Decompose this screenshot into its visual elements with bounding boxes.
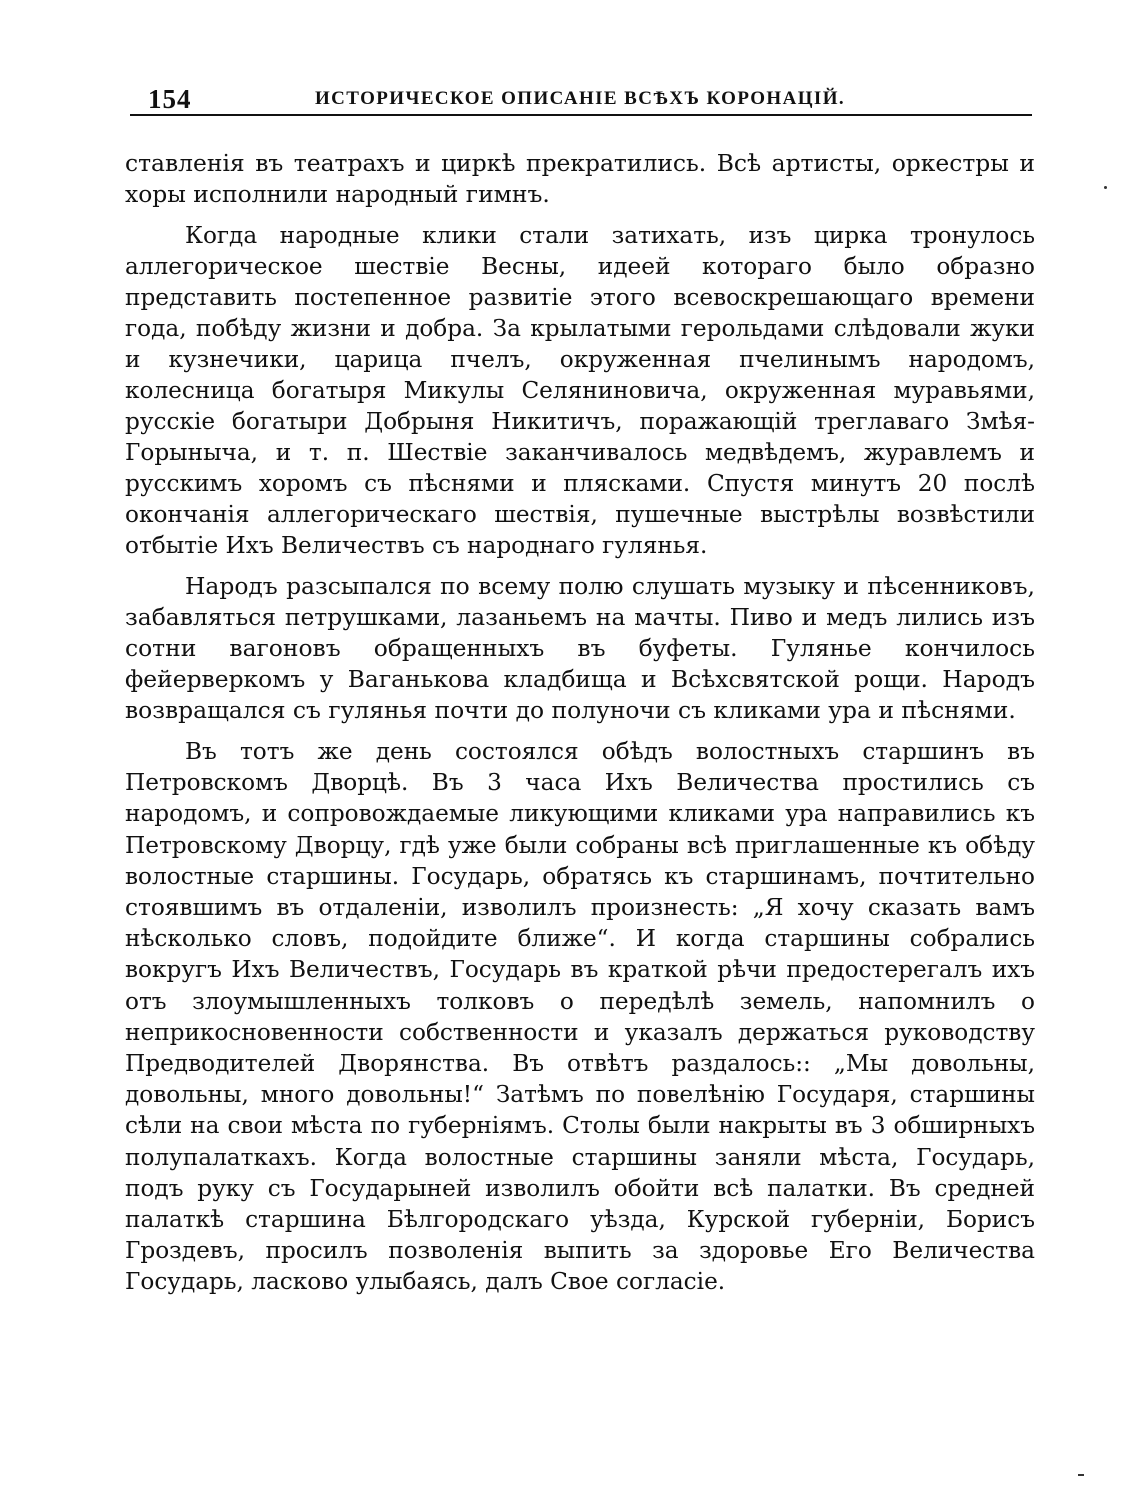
running-title: ИСТОРИЧЕСКОЕ ОПИСАНІЕ ВСѢХЪ КОРОНАЦІЙ. — [315, 88, 846, 109]
paragraph-3: Народъ разсыпался по всему полю слушать музыку и пѣсенниковъ, забавляться петрушками, лазаньемъ на мачты. Пиво и медъ лились изъ сотни вагоновъ обращенныхъ въ буфеты. Гулянье кончилось фейерверкомъ у Ваганькова кладбища и Всѣхсвятской рощи. Народъ возвращался съ гулянья почти до полуночи съ кликами ура и пѣснями. — [125, 572, 1035, 724]
paragraph-2: Когда народные клики стали затихать, изъ цирка тронулось аллегорическое шествіе Весны, идеей котораго было образно представить постепенное развитіе этого всевоскрешающаго времени года, побѣду жизни и добра. За крылатыми герольдами слѣдовали жуки и кузнечики, царица пчелъ, окруженная пчелинымъ народомъ, колесница богатыря Микулы Селяниновича, окруженная муравьями, русскіе богатыри Добрыня Никитичъ, поражающій треглаваго Змѣя-Горыныча, и т. п. Шествіе заканчивалось медвѣдемъ, журавлемъ и русскимъ хоромъ съ пѣснями и плясками. Спустя минутъ 20 послѣ окончанія аллегорическаго шествія, пушечные выстрѣлы возвѣстили отбытіе Ихъ Величествъ съ народнаго гулянья. — [125, 222, 1035, 559]
page-number: 154 — [148, 84, 192, 114]
scan-speck — [1078, 1474, 1084, 1476]
paragraph-4: Въ тотъ же день состоялся обѣдъ волостныхъ старшинъ въ Петровскомъ Дворцѣ. Въ 3 часа Ихъ Величества простились съ народомъ, и сопровождаемые ликующими кликами ура направились къ Петровскому Дворцу, гдѣ уже были собраны всѣ приглашенные къ обѣду волостные старшины. Государь, обратясь къ старшинамъ, почтительно стоявшимъ въ отдаленіи, изволилъ произнесть: „Я хочу сказать вамъ нѣсколько словъ, подойдите ближе“. И когда старшины собрались вокругъ Ихъ Величествъ, Государь въ краткой рѣчи предостерегалъ ихъ отъ злоумышленныхъ толковъ о передѣлѣ земель, напомнилъ о неприкосновенности собственности и указалъ держаться руководству Предводителей Дворянства. Въ отвѣтъ раздалось:: „Мы довольны, довольны, много довольны!“ Затѣмъ по повелѣнію Государя, старшины сѣли на свои мѣста по губерніямъ. Столы были накрыты въ 3 обширныхъ полупалаткахъ. Когда волостные старшины заняли мѣста, Государь, подъ руку съ Государыней изволилъ обойти всѣ палатки. Въ средней палаткѣ старшина Бѣлгородскаго уѣзда, Курской губерніи, Борисъ Гроздевъ, просилъ позволенія выпить за здоровье Его Величества Государь, ласково улыбаясь, далъ Свое согласіе. — [125, 738, 1035, 1296]
paragraph-1: ставленія въ театрахъ и циркѣ прекратились. Всѣ артисты, оркестры и хоры исполнили народный гимнъ. — [125, 149, 1035, 208]
scan-speck — [1104, 186, 1107, 189]
running-head — [130, 76, 1032, 116]
body-text — [125, 148, 1035, 1308]
